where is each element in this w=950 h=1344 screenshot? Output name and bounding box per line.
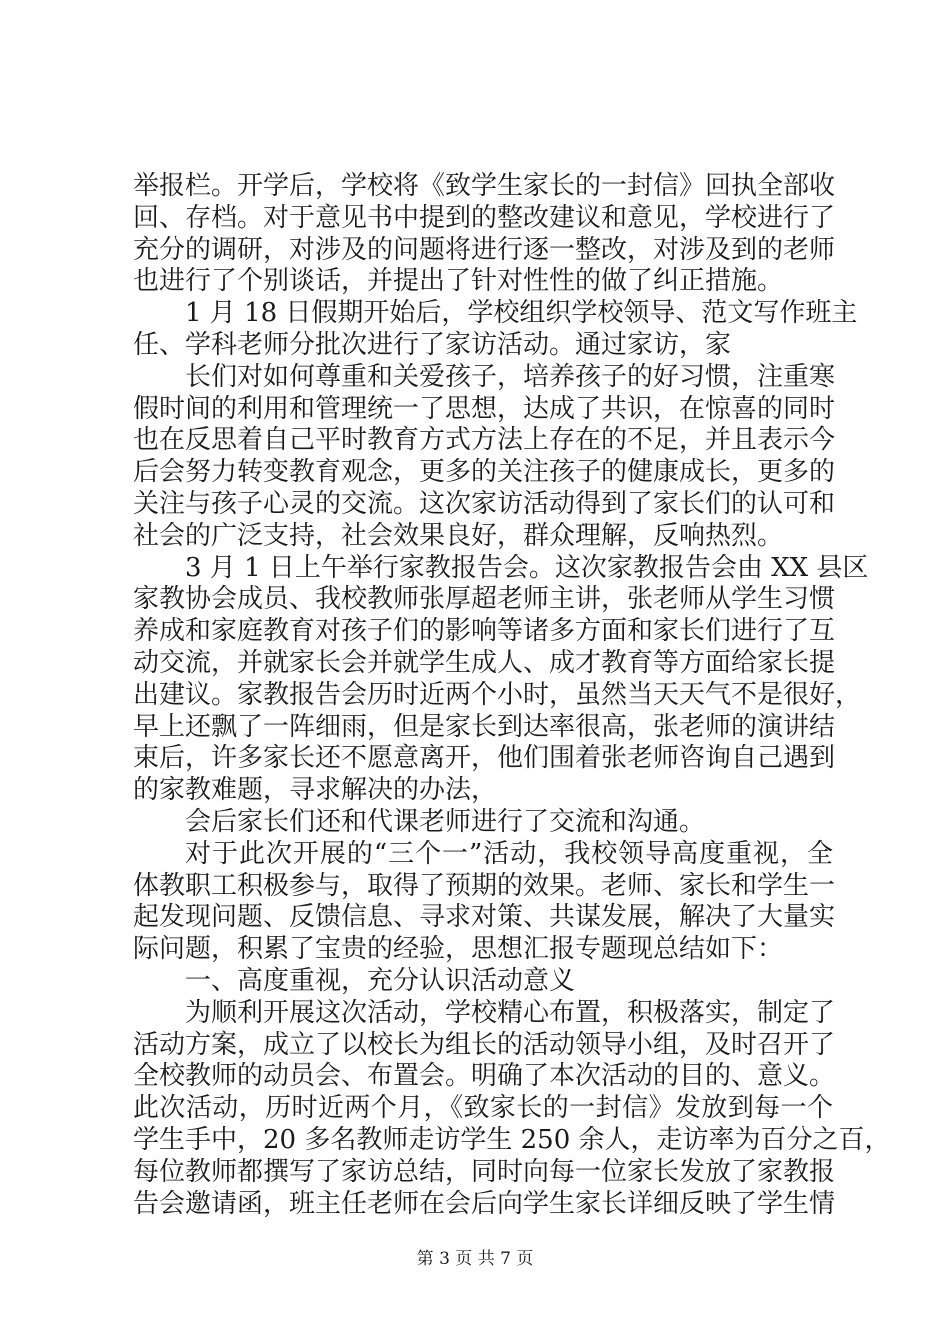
text-line: 此次活动，历时近两个月，《致家长的一封信》发放到每一个 xyxy=(133,1093,833,1124)
body-text xyxy=(133,171,891,1220)
text-line: 为顺利开展这次活动，学校精心布置，积极落实，制定了 xyxy=(185,997,836,1028)
text-line: 养成和家庭教育对孩子们的影响等诸多方面和家长们进行了互 xyxy=(133,616,836,647)
text-line: 后会努力转变教育观念，更多的关注孩子的健康成长，更多的 xyxy=(133,457,836,488)
text-line: 3 月 1 日上午举行家教报告会。这次家教报告会由 XX 县区 xyxy=(185,552,869,583)
text-line: 1 月 18 日假期开始后，学校组织学校领导、范文写作班主 xyxy=(185,298,858,329)
text-line: 任、学科老师分批次进行了家访活动。通过家访，家 xyxy=(133,329,732,360)
text-line: 也在反思着自己平时教育方式方法上存在的不足，并且表示今 xyxy=(133,425,836,456)
page-footer: 第 3 页 共 7 页 xyxy=(416,1249,534,1269)
text-line: 早上还飘了一阵细雨，但是家长到达率很高，张老师的演讲结 xyxy=(133,711,836,742)
text-line: 的家教难题，寻求解决的办法， xyxy=(133,775,498,806)
text-line: 活动方案，成立了以校长为组长的活动领导小组，及时召开了 xyxy=(133,1029,836,1060)
text-line: 充分的调研，对涉及的问题将进行逐一整改，对涉及到的老师 xyxy=(133,234,836,265)
text-line: 也进行了个别谈话，并提出了针对性性的做了纠正措施。 xyxy=(133,266,784,297)
text-line: 回、存档。对于意见书中提到的整改建议和意见，学校进行了 xyxy=(133,202,836,233)
text-line: 每位教师都撰写了家访总结，同时向每一位家长发放了家教报 xyxy=(133,1156,836,1187)
text-line: 会后家长们还和代课老师进行了交流和沟通。 xyxy=(185,806,706,837)
text-line: 家教协会成员、我校教师张厚超老师主讲，张老师从学生习惯 xyxy=(133,584,836,615)
text-line: 动交流，并就家长会并就学生成人、成才教育等方面给家长提 xyxy=(133,647,836,678)
text-line: 举报栏。开学后，学校将《致学生家长的一封信》回执全部收 xyxy=(133,171,836,201)
text-line: 起发现问题、反馈信息、寻求对策、共谋发展，解决了大量实 xyxy=(133,902,836,933)
text-line: 告会邀请函，班主任老师在会后向学生家长详细反映了学生情 xyxy=(133,1188,836,1219)
text-line: 全校教师的动员会、布置会。明确了本次活动的目的、意义。 xyxy=(133,1061,836,1092)
text-line: 社会的广泛支持，社会效果良好，群众理解，反响热烈。 xyxy=(133,520,784,551)
text-line: 假时间的利用和管理统一了思想，达成了共识，在惊喜的同时 xyxy=(133,393,836,424)
text-line: 出建议。家教报告会历时近两个小时，虽然当天天气不是很好， xyxy=(133,679,862,710)
text-line: 体教职工积极参与，取得了预期的效果。老师、家长和学生一 xyxy=(133,870,836,901)
text-line: 一、高度重视，充分认识活动意义 xyxy=(185,965,576,996)
text-line: 长们对如何尊重和关爱孩子，培养孩子的好习惯，注重寒 xyxy=(185,361,836,392)
text-line: 束后，许多家长还不愿意离开，他们围着张老师咨询自己遇到 xyxy=(133,743,836,774)
text-line: 际问题，积累了宝贵的经验，思想汇报专题现总结如下： xyxy=(133,934,784,965)
text-line: 对于此次开展的“三个一”活动，我校领导高度重视，全 xyxy=(185,838,833,869)
text-line: 关注与孩子心灵的交流。这次家访活动得到了家长们的认可和 xyxy=(133,488,836,519)
text-line: 学生手中，20 多名教师走访学生 250 余人，走访率为百分之百， xyxy=(133,1124,891,1155)
